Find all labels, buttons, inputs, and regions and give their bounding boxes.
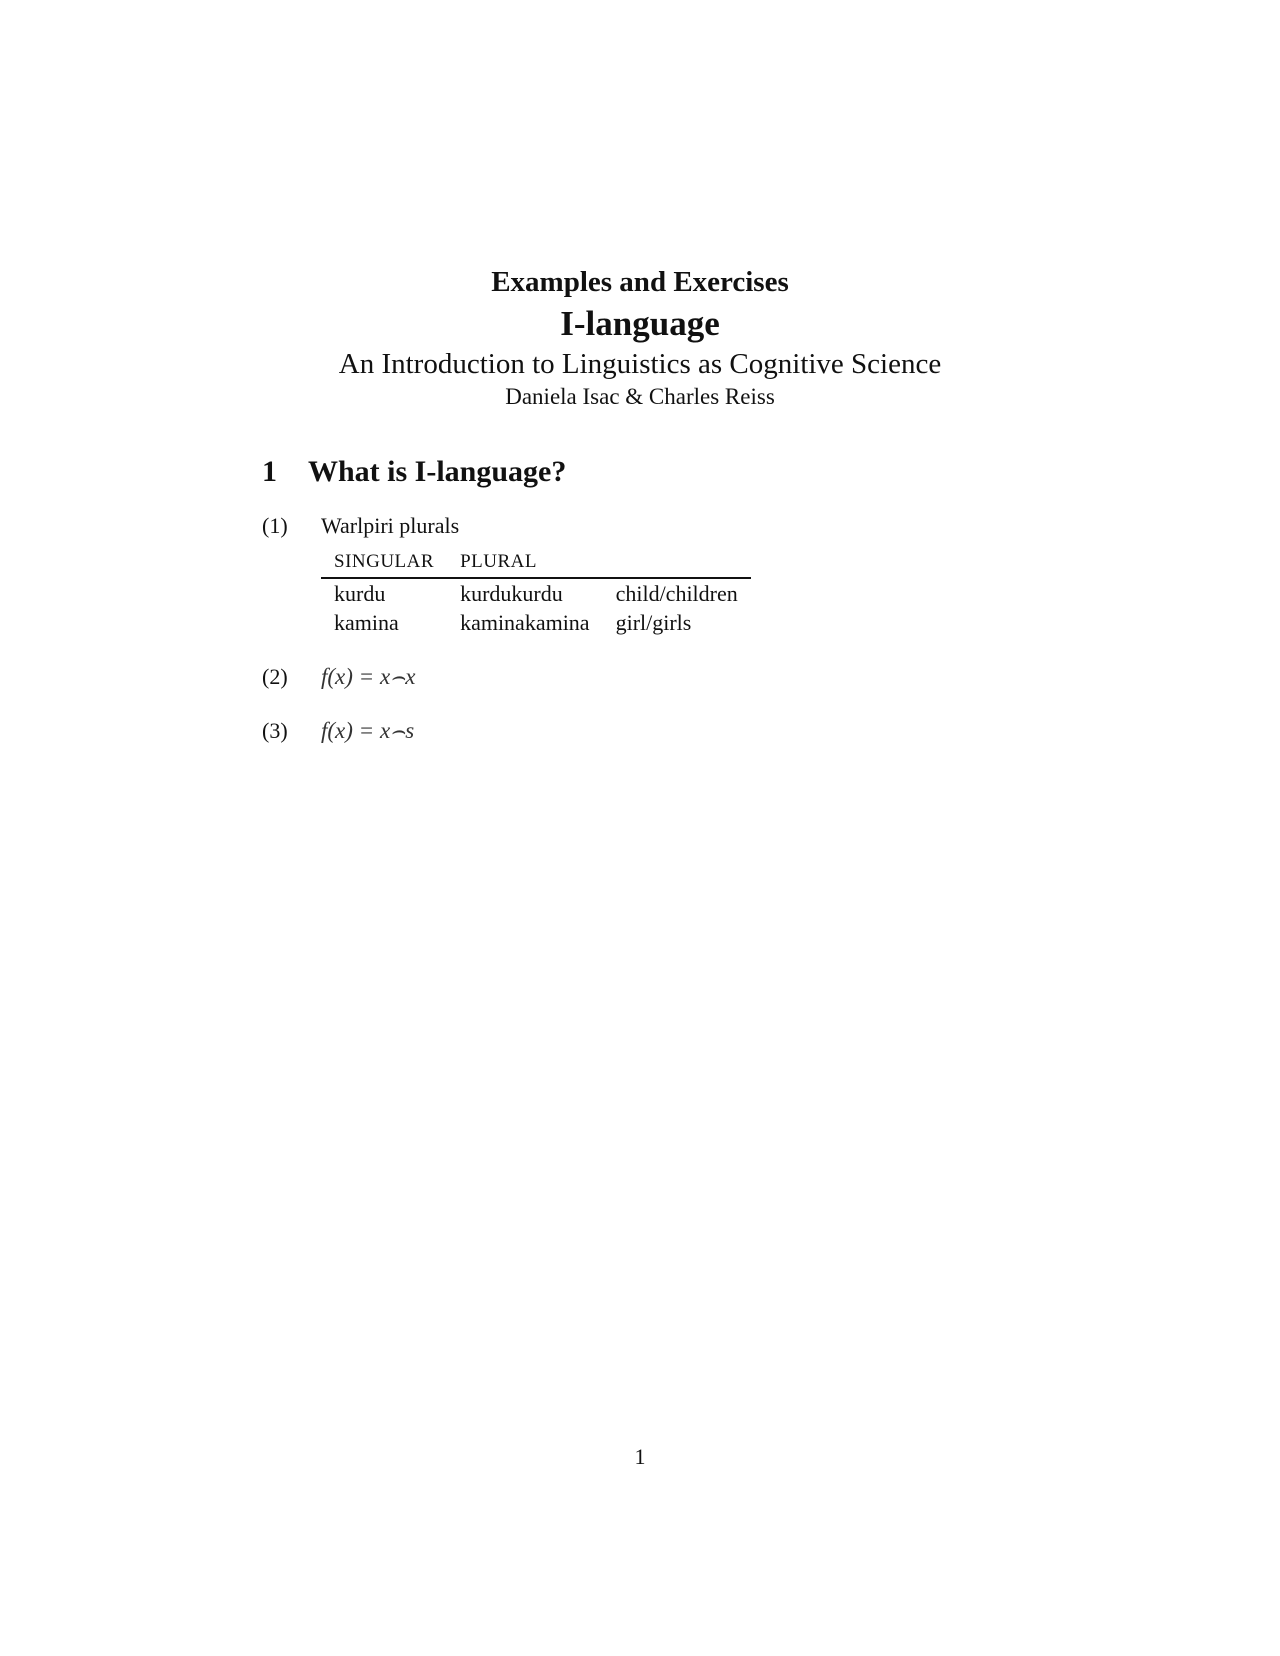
title-block — [0, 262, 1280, 412]
book-title: I-language — [560, 304, 720, 343]
doc-heading: Examples and Exercises — [491, 266, 789, 298]
table-cell: child/children — [615, 581, 738, 606]
page-number: 1 — [634, 1444, 646, 1469]
table-cell: kamina — [334, 610, 399, 635]
section-title: What is I-language? — [308, 455, 567, 488]
table-cell: girl/girls — [615, 610, 692, 635]
example-number: (3) — [262, 718, 288, 743]
example-number: (2) — [262, 664, 288, 689]
example-number: (1) — [262, 513, 288, 538]
column-header-singular: SINGULAR — [321, 549, 447, 578]
section-heading — [262, 452, 566, 492]
example-label: Warlpiri plurals — [321, 513, 460, 538]
example-3 — [262, 716, 414, 746]
table-row — [321, 578, 751, 608]
column-header-gloss — [603, 549, 751, 578]
warlpiri-plurals-table — [321, 549, 751, 637]
example-1 — [262, 511, 459, 541]
table-cell: kurdukurdu — [460, 581, 563, 606]
example-2 — [262, 662, 416, 692]
section-number: 1 — [262, 455, 277, 488]
book-subtitle: An Introduction to Linguistics as Cognitive Science — [338, 348, 942, 380]
table-cell: kaminakamina — [460, 610, 590, 635]
formula: f(x) = x⌢x — [321, 664, 416, 689]
table-header-row — [321, 549, 751, 578]
authors: Daniela Isac & Charles Reiss — [505, 384, 775, 409]
formula: f(x) = x⌢s — [321, 718, 415, 743]
table-cell: kurdu — [334, 581, 386, 606]
table-row — [321, 608, 751, 637]
column-header-plural: PLURAL — [447, 549, 603, 578]
